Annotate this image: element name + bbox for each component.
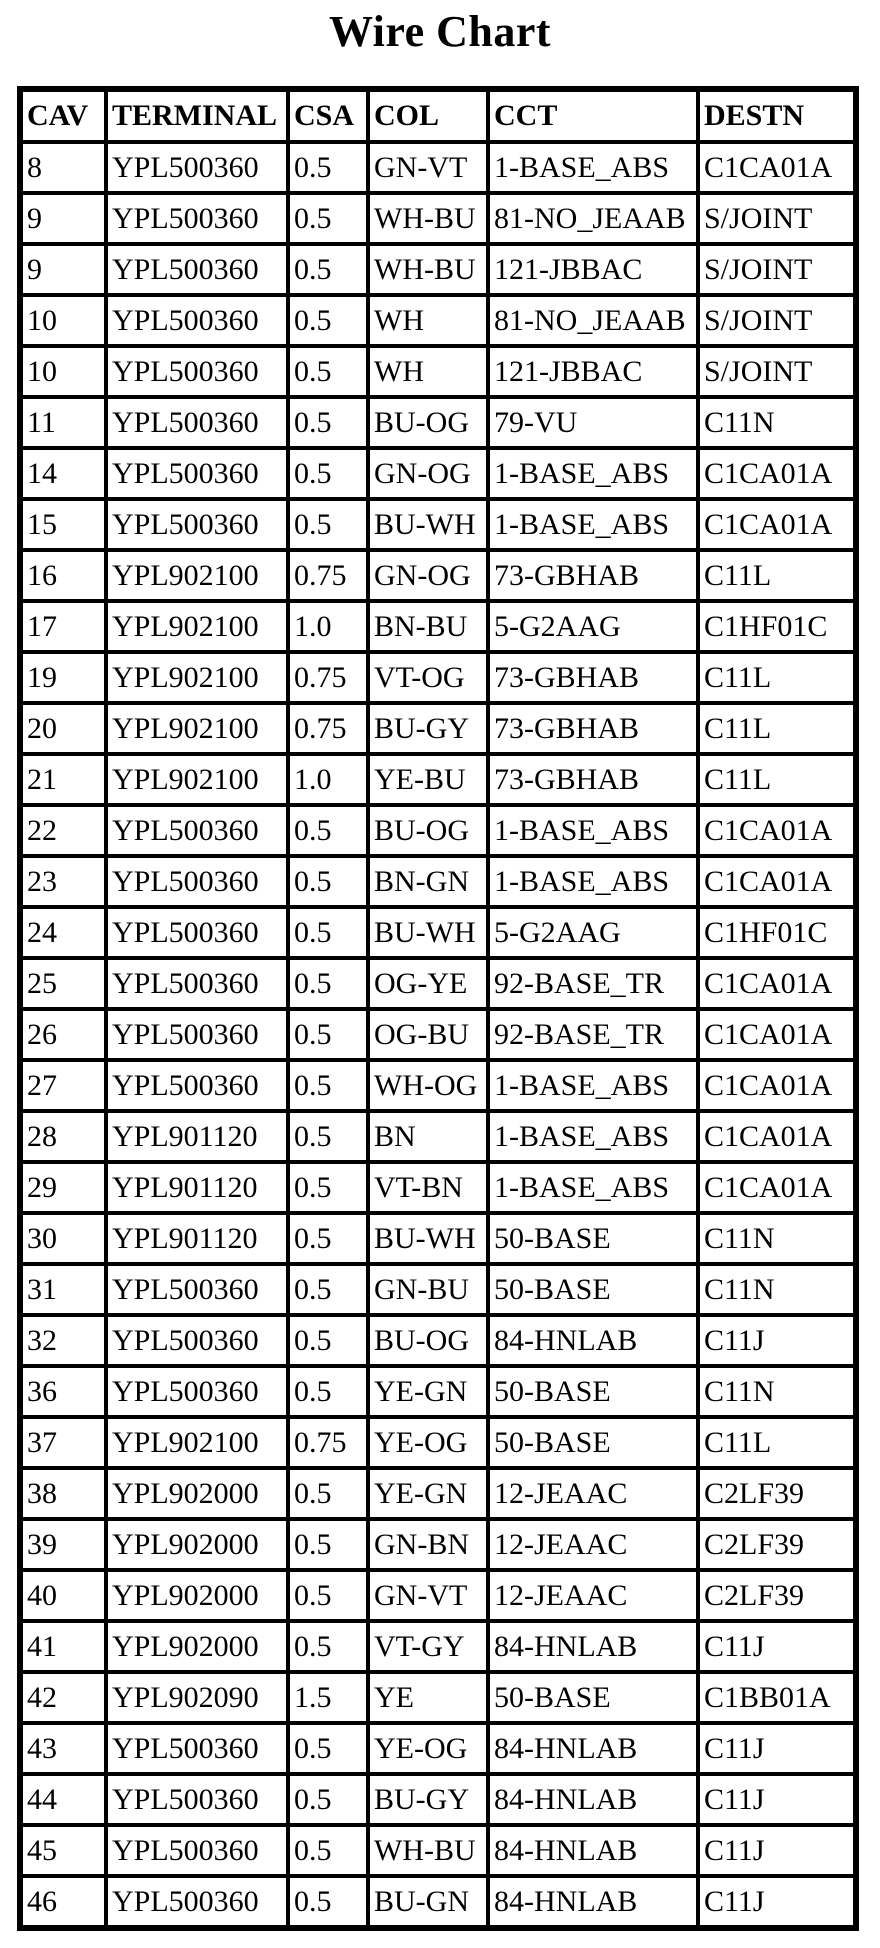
cct-cell: 1-BASE_ABS [488,805,698,856]
cav-cell: 37 [20,1417,106,1468]
col-cell: YE [368,1672,488,1723]
table-row [20,754,856,805]
destn-cell: C1CA01A [698,958,856,1009]
csa-cell: 0.5 [288,1876,368,1928]
destn-cell: C1CA01A [698,142,856,193]
table-row [20,1009,856,1060]
destn-cell: C11N [698,1366,856,1417]
terminal-cell: YPL500360 [106,1825,288,1876]
cav-cell: 15 [20,499,106,550]
table-row [20,550,856,601]
csa-cell: 0.5 [288,1468,368,1519]
header-csa: CSA [288,89,368,142]
terminal-cell: YPL902100 [106,703,288,754]
destn-cell: S/JOINT [698,295,856,346]
csa-cell: 0.5 [288,1774,368,1825]
col-cell: WH-BU [368,193,488,244]
cct-cell: 92-BASE_TR [488,1009,698,1060]
csa-cell: 0.5 [288,1060,368,1111]
terminal-cell: YPL901120 [106,1111,288,1162]
terminal-cell: YPL902000 [106,1468,288,1519]
table-row [20,907,856,958]
destn-cell: C1CA01A [698,448,856,499]
col-cell: BU-OG [368,397,488,448]
table-row [20,1570,856,1621]
csa-cell: 0.75 [288,1417,368,1468]
cav-cell: 26 [20,1009,106,1060]
col-cell: BN-BU [368,601,488,652]
csa-cell: 1.5 [288,1672,368,1723]
cav-cell: 46 [20,1876,106,1928]
cav-cell: 10 [20,295,106,346]
table-row [20,499,856,550]
cav-cell: 39 [20,1519,106,1570]
destn-cell: C1CA01A [698,1111,856,1162]
table-row [20,652,856,703]
terminal-cell: YPL902000 [106,1570,288,1621]
cct-cell: 12-JEAAC [488,1570,698,1621]
col-cell: WH [368,295,488,346]
terminal-cell: YPL500360 [106,499,288,550]
col-cell: GN-BN [368,1519,488,1570]
col-cell: WH-BU [368,1825,488,1876]
cav-cell: 28 [20,1111,106,1162]
terminal-cell: YPL500360 [106,1060,288,1111]
col-cell: BU-OG [368,1315,488,1366]
csa-cell: 0.5 [288,805,368,856]
csa-cell: 0.5 [288,397,368,448]
cct-cell: 84-HNLAB [488,1774,698,1825]
col-cell: GN-VT [368,1570,488,1621]
table-row [20,397,856,448]
terminal-cell: YPL500360 [106,193,288,244]
cct-cell: 1-BASE_ABS [488,448,698,499]
destn-cell: S/JOINT [698,193,856,244]
destn-cell: C11J [698,1315,856,1366]
cct-cell: 121-JBBAC [488,346,698,397]
cct-cell: 5-G2AAG [488,907,698,958]
cct-cell: 121-JBBAC [488,244,698,295]
table-row [20,856,856,907]
terminal-cell: YPL500360 [106,397,288,448]
cav-cell: 17 [20,601,106,652]
csa-cell: 0.5 [288,1213,368,1264]
terminal-cell: YPL901120 [106,1213,288,1264]
terminal-cell: YPL902100 [106,754,288,805]
csa-cell: 0.5 [288,1162,368,1213]
cct-cell: 1-BASE_ABS [488,499,698,550]
table-row [20,193,856,244]
csa-cell: 0.5 [288,193,368,244]
header-cct: CCT [488,89,698,142]
cav-cell: 32 [20,1315,106,1366]
cct-cell: 73-GBHAB [488,550,698,601]
csa-cell: 0.5 [288,1621,368,1672]
destn-cell: C2LF39 [698,1468,856,1519]
table-row [20,448,856,499]
csa-cell: 0.75 [288,550,368,601]
cav-cell: 42 [20,1672,106,1723]
table-body [20,142,856,1928]
terminal-cell: YPL500360 [106,244,288,295]
terminal-cell: YPL902100 [106,1417,288,1468]
page-title: Wire Chart [328,7,552,56]
destn-cell: C11N [698,397,856,448]
csa-cell: 0.5 [288,1570,368,1621]
cct-cell: 84-HNLAB [488,1315,698,1366]
col-cell: BN-GN [368,856,488,907]
destn-cell: C1CA01A [698,1009,856,1060]
cct-cell: 73-GBHAB [488,652,698,703]
col-cell: BU-GY [368,1774,488,1825]
cct-cell: 92-BASE_TR [488,958,698,1009]
terminal-cell: YPL500360 [106,142,288,193]
cct-cell: 84-HNLAB [488,1825,698,1876]
terminal-cell: YPL500360 [106,448,288,499]
table-row [20,1468,856,1519]
cct-cell: 1-BASE_ABS [488,1111,698,1162]
cav-cell: 31 [20,1264,106,1315]
cct-cell: 50-BASE [488,1417,698,1468]
cav-cell: 30 [20,1213,106,1264]
col-cell: YE-GN [368,1468,488,1519]
terminal-cell: YPL500360 [106,1264,288,1315]
destn-cell: C11J [698,1723,856,1774]
terminal-cell: YPL500360 [106,1009,288,1060]
table-row [20,601,856,652]
cct-cell: 12-JEAAC [488,1468,698,1519]
csa-cell: 0.5 [288,1315,368,1366]
col-cell: WH-BU [368,244,488,295]
cct-cell: 81-NO_JEAAB [488,295,698,346]
cav-cell: 44 [20,1774,106,1825]
csa-cell: 0.5 [288,448,368,499]
terminal-cell: YPL500360 [106,958,288,1009]
table-row [20,703,856,754]
table-row [20,1519,856,1570]
terminal-cell: YPL902100 [106,550,288,601]
destn-cell: C11L [698,754,856,805]
cct-cell: 1-BASE_ABS [488,1060,698,1111]
cav-cell: 43 [20,1723,106,1774]
col-cell: WH [368,346,488,397]
destn-cell: C1CA01A [698,856,856,907]
col-cell: VT-GY [368,1621,488,1672]
header-cav: CAV [20,89,106,142]
csa-cell: 0.75 [288,652,368,703]
table-row [20,1162,856,1213]
col-cell: BU-GN [368,1876,488,1928]
table-row [20,1621,856,1672]
table-header [20,89,856,142]
table-row [20,142,856,193]
col-cell: YE-OG [368,1723,488,1774]
wire-chart-table [17,86,859,1931]
terminal-cell: YPL500360 [106,1315,288,1366]
destn-cell: S/JOINT [698,346,856,397]
destn-cell: C2LF39 [698,1519,856,1570]
destn-cell: C11L [698,550,856,601]
col-cell: GN-OG [368,550,488,601]
terminal-cell: YPL902100 [106,601,288,652]
col-cell: VT-OG [368,652,488,703]
csa-cell: 1.0 [288,601,368,652]
terminal-cell: YPL902090 [106,1672,288,1723]
csa-cell: 0.5 [288,1519,368,1570]
col-cell: BU-WH [368,907,488,958]
table-row [20,1060,856,1111]
destn-cell: C11N [698,1213,856,1264]
destn-cell: C1CA01A [698,1162,856,1213]
csa-cell: 0.5 [288,142,368,193]
header-col: COL [368,89,488,142]
cct-cell: 84-HNLAB [488,1621,698,1672]
terminal-cell: YPL500360 [106,856,288,907]
cav-cell: 8 [20,142,106,193]
destn-cell: C11L [698,652,856,703]
csa-cell: 0.5 [288,1264,368,1315]
cav-cell: 27 [20,1060,106,1111]
csa-cell: 0.5 [288,1366,368,1417]
cav-cell: 29 [20,1162,106,1213]
terminal-cell: YPL500360 [106,295,288,346]
table-row [20,1366,856,1417]
destn-cell: C11L [698,703,856,754]
destn-cell: C1CA01A [698,805,856,856]
cav-cell: 23 [20,856,106,907]
cct-cell: 50-BASE [488,1264,698,1315]
destn-cell: C11L [698,1417,856,1468]
destn-cell: C2LF39 [698,1570,856,1621]
cav-cell: 25 [20,958,106,1009]
cct-cell: 84-HNLAB [488,1723,698,1774]
cav-cell: 24 [20,907,106,958]
cct-cell: 50-BASE [488,1672,698,1723]
terminal-cell: YPL902000 [106,1621,288,1672]
csa-cell: 0.5 [288,1825,368,1876]
csa-cell: 0.5 [288,1111,368,1162]
destn-cell: C1HF01C [698,907,856,958]
terminal-cell: YPL500360 [106,1774,288,1825]
cct-cell: 84-HNLAB [488,1876,698,1928]
csa-cell: 0.5 [288,958,368,1009]
cav-cell: 41 [20,1621,106,1672]
col-cell: YE-BU [368,754,488,805]
csa-cell: 0.5 [288,499,368,550]
table-row [20,1876,856,1928]
csa-cell: 0.5 [288,244,368,295]
table-row [20,1672,856,1723]
destn-cell: C1CA01A [698,1060,856,1111]
destn-cell: C11J [698,1876,856,1928]
destn-cell: C1CA01A [698,499,856,550]
col-cell: BN [368,1111,488,1162]
cav-cell: 16 [20,550,106,601]
col-cell: WH-OG [368,1060,488,1111]
cct-cell: 1-BASE_ABS [488,1162,698,1213]
csa-cell: 0.5 [288,907,368,958]
cav-cell: 45 [20,1825,106,1876]
table-row [20,1417,856,1468]
cct-cell: 50-BASE [488,1366,698,1417]
csa-cell: 0.5 [288,295,368,346]
col-cell: BU-WH [368,1213,488,1264]
destn-cell: C11J [698,1621,856,1672]
destn-cell: S/JOINT [698,244,856,295]
cct-cell: 79-VU [488,397,698,448]
table-row [20,346,856,397]
cct-cell: 81-NO_JEAAB [488,193,698,244]
csa-cell: 0.5 [288,856,368,907]
cav-cell: 20 [20,703,106,754]
cav-cell: 9 [20,244,106,295]
cav-cell: 19 [20,652,106,703]
header-row [20,89,856,142]
destn-cell: C1HF01C [698,601,856,652]
table-row [20,1111,856,1162]
cct-cell: 1-BASE_ABS [488,142,698,193]
cav-cell: 36 [20,1366,106,1417]
csa-cell: 0.75 [288,703,368,754]
destn-cell: C1BB01A [698,1672,856,1723]
table-row [20,1264,856,1315]
col-cell: OG-YE [368,958,488,1009]
col-cell: GN-VT [368,142,488,193]
table-row [20,1774,856,1825]
cav-cell: 9 [20,193,106,244]
col-cell: OG-BU [368,1009,488,1060]
header-terminal: TERMINAL [106,89,288,142]
cav-cell: 21 [20,754,106,805]
col-cell: BU-OG [368,805,488,856]
header-destn: DESTN [698,89,856,142]
cct-cell: 12-JEAAC [488,1519,698,1570]
terminal-cell: YPL500360 [106,1876,288,1928]
table-row [20,295,856,346]
destn-cell: C11N [698,1264,856,1315]
terminal-cell: YPL902000 [106,1519,288,1570]
cav-cell: 40 [20,1570,106,1621]
terminal-cell: YPL500360 [106,805,288,856]
col-cell: GN-OG [368,448,488,499]
col-cell: GN-BU [368,1264,488,1315]
cct-cell: 73-GBHAB [488,703,698,754]
col-cell: YE-GN [368,1366,488,1417]
col-cell: BU-WH [368,499,488,550]
csa-cell: 0.5 [288,1009,368,1060]
cct-cell: 50-BASE [488,1213,698,1264]
terminal-cell: YPL500360 [106,1723,288,1774]
col-cell: VT-BN [368,1162,488,1213]
cct-cell: 73-GBHAB [488,754,698,805]
table-row [20,805,856,856]
csa-cell: 1.0 [288,754,368,805]
table-row [20,1315,856,1366]
table-row [20,1825,856,1876]
col-cell: YE-OG [368,1417,488,1468]
table-row [20,958,856,1009]
destn-cell: C11J [698,1774,856,1825]
table-row [20,1213,856,1264]
terminal-cell: YPL500360 [106,1366,288,1417]
cav-cell: 10 [20,346,106,397]
col-cell: BU-GY [368,703,488,754]
csa-cell: 0.5 [288,346,368,397]
cct-cell: 1-BASE_ABS [488,856,698,907]
terminal-cell: YPL500360 [106,907,288,958]
terminal-cell: YPL902100 [106,652,288,703]
terminal-cell: YPL500360 [106,346,288,397]
cav-cell: 14 [20,448,106,499]
table-row [20,1723,856,1774]
table-row [20,244,856,295]
destn-cell: C11J [698,1825,856,1876]
terminal-cell: YPL901120 [106,1162,288,1213]
cav-cell: 11 [20,397,106,448]
cav-cell: 38 [20,1468,106,1519]
csa-cell: 0.5 [288,1723,368,1774]
cct-cell: 5-G2AAG [488,601,698,652]
cav-cell: 22 [20,805,106,856]
